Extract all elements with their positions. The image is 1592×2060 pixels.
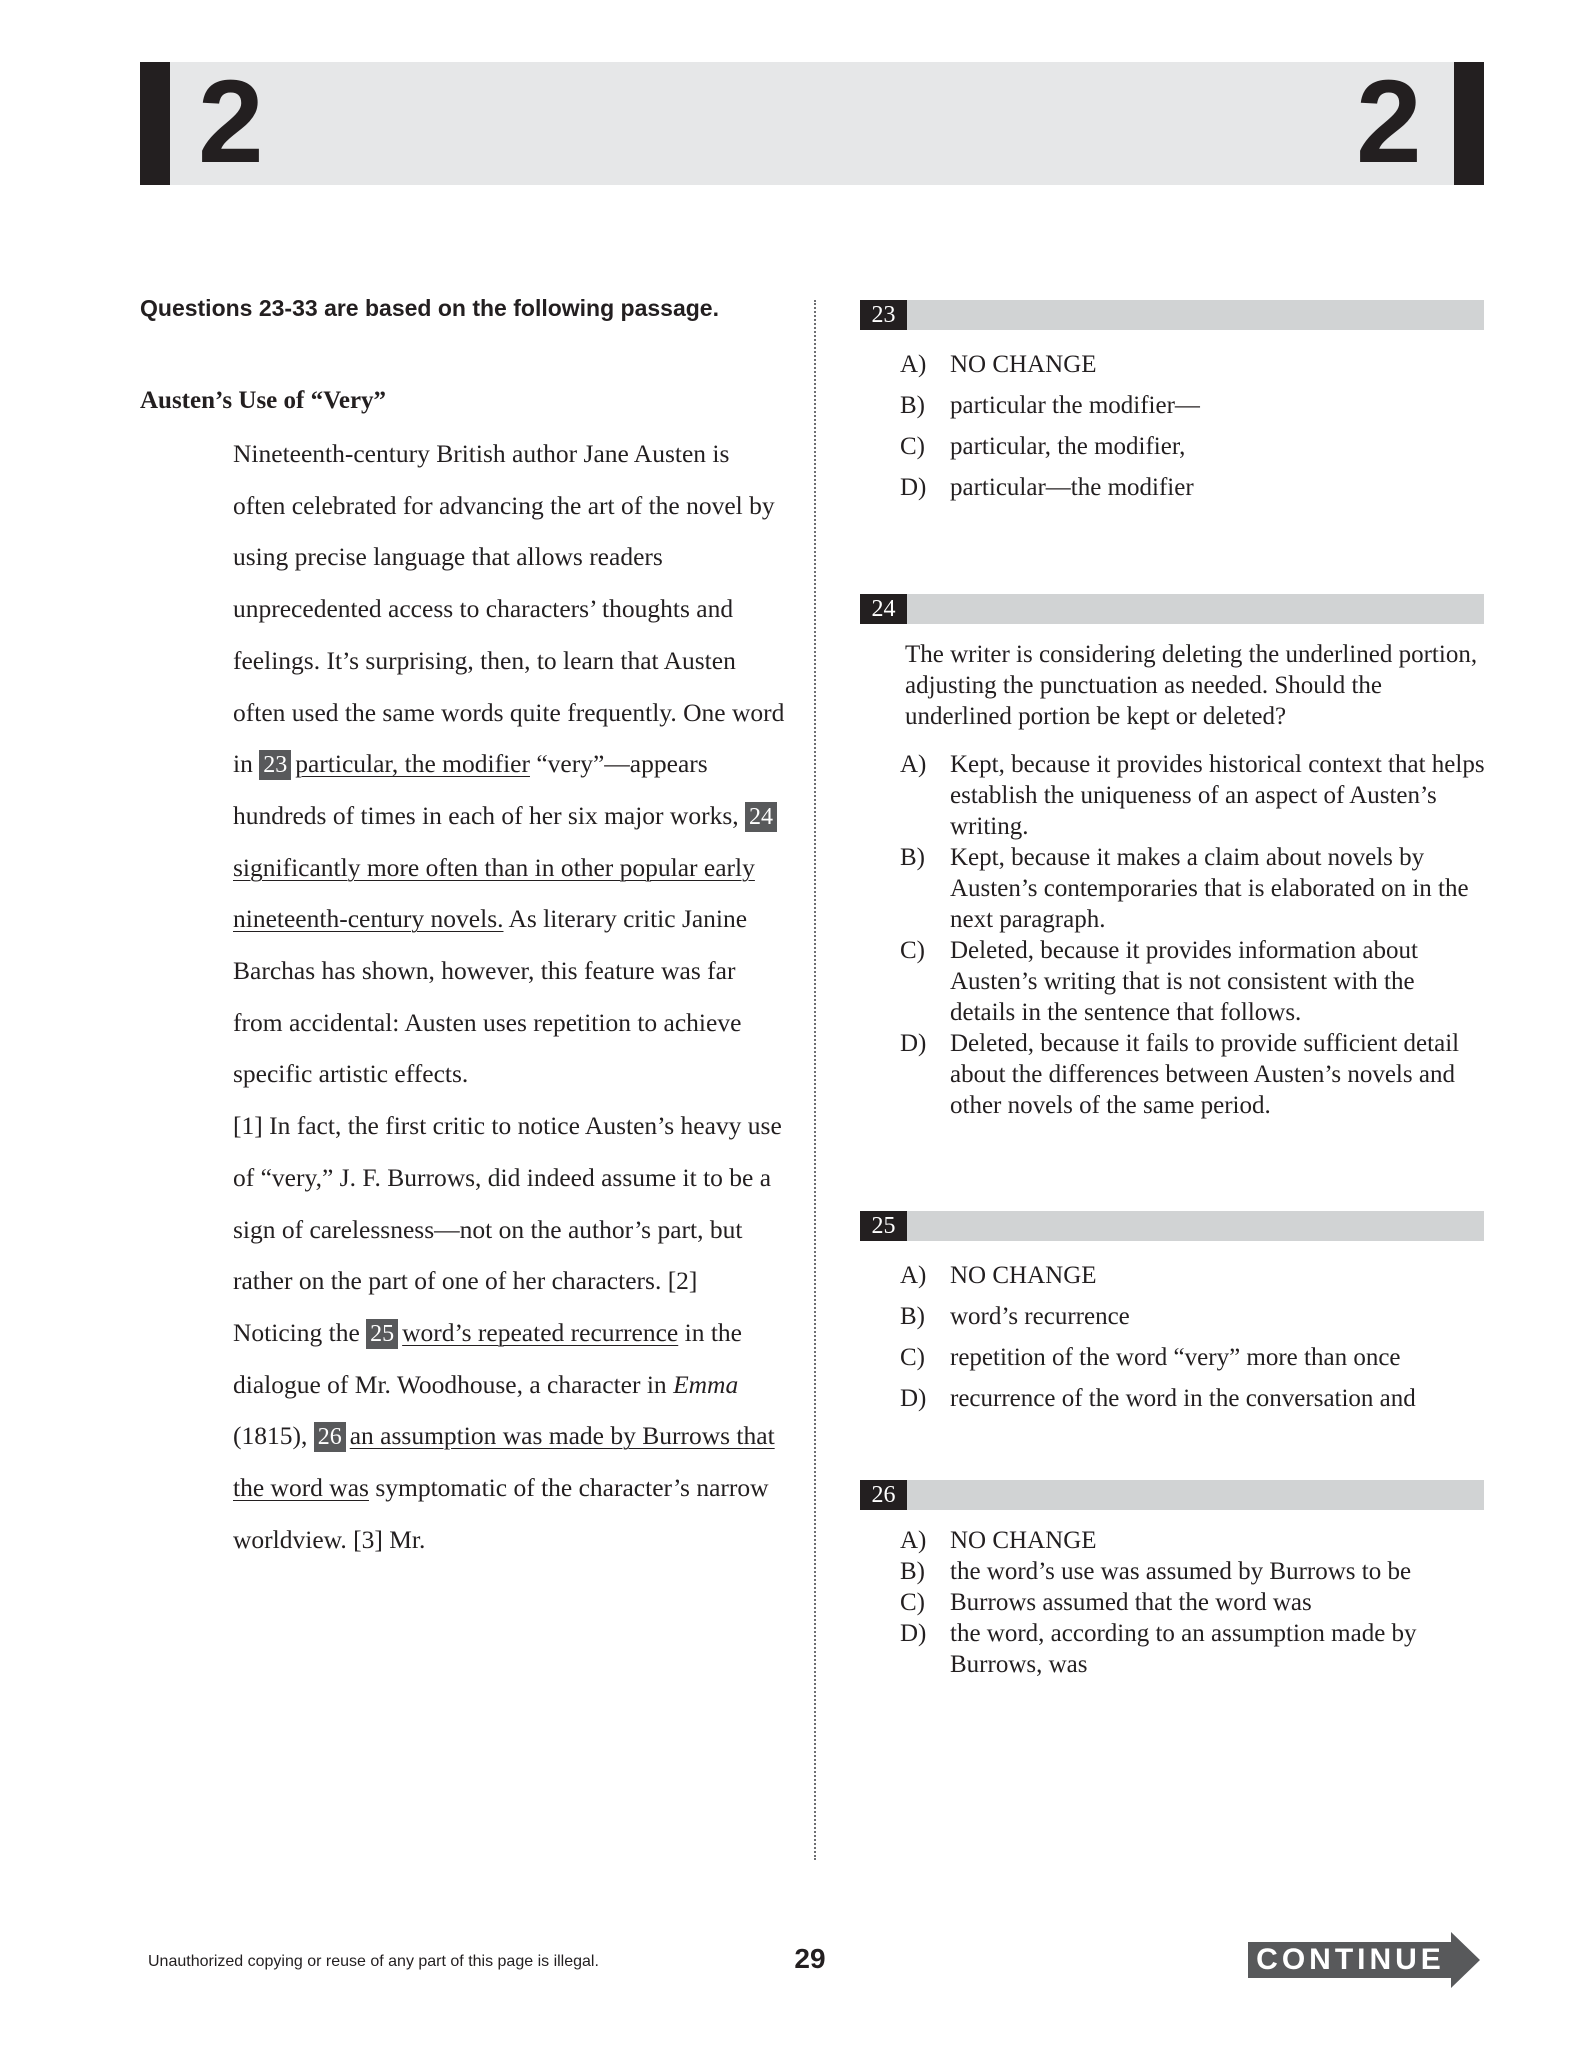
choice-letter: B) (900, 1303, 925, 1330)
question-header-25 (860, 1211, 1484, 1241)
question-marker-23[interactable]: 23 (259, 750, 291, 780)
choice-letter: A) (900, 1527, 927, 1554)
section-header-band (140, 62, 1484, 185)
question-24-choices (900, 749, 1485, 1121)
choice-letter: B) (900, 844, 925, 871)
passage-text: symptomatic of the character’s narrow worldview. [3] Mr. (233, 1473, 769, 1554)
choice-text: Deleted, because it fails to provide sufficient detail about the differences between Austen’s novels and other novels of the same period. (950, 1030, 1460, 1119)
section-header-bar-right (1454, 62, 1484, 185)
section-number-left: 2 (198, 56, 264, 188)
choice-text: word’s recurrence (950, 1303, 1130, 1330)
choice-letter: D) (900, 1385, 927, 1412)
choice-letter: D) (900, 1030, 927, 1057)
question-number-23: 23 (860, 300, 907, 330)
underlined-portion-23: particular, the modifier (295, 749, 530, 779)
choice-letter: C) (900, 433, 925, 460)
question-header-24 (860, 594, 1484, 624)
question-26-choices (900, 1525, 1485, 1680)
question-24-prompt: The writer is considering deleting the underlined portion, adjusting the punctuation as needed. Should the underlined portion be kept or deleted? (905, 641, 1478, 730)
choice-text: the word’s use was assumed by Burrows to be (950, 1558, 1412, 1585)
answer-choice-23a[interactable] (900, 344, 1485, 385)
choice-text: Kept, because it provides historical context that helps establish the uniqueness of an aspect of Austen’s writing. (950, 751, 1485, 840)
question-number-24: 24 (860, 594, 907, 624)
answer-choice-25d[interactable] (900, 1378, 1485, 1419)
passage-paragraph-2 (140, 1100, 785, 1565)
choice-letter: C) (900, 937, 925, 964)
choice-text: NO CHANGE (950, 1527, 1097, 1554)
answer-choice-26b[interactable] (900, 1556, 1485, 1587)
answer-choice-25a[interactable] (900, 1255, 1485, 1296)
choice-text: particular the modifier— (950, 392, 1200, 419)
choice-letter: B) (900, 1558, 925, 1585)
question-23-choices (900, 344, 1485, 508)
page-number: 29 (794, 1943, 826, 1974)
choice-text: NO CHANGE (950, 1262, 1097, 1289)
section-header-bar-left (140, 62, 170, 185)
underlined-portion-25: word’s repeated recurrence (402, 1317, 679, 1347)
choice-text: the word, according to an assumption made by Burrows, was (950, 1620, 1417, 1678)
passage-text: As literary critic Janine Barchas has shown, however, this feature was far from accidental: Austen uses repetition to achieve specific artistic effects. (233, 904, 748, 1089)
book-title-emma: Emma (673, 1369, 739, 1399)
choice-letter: B) (900, 392, 925, 419)
answer-choice-23d[interactable] (900, 467, 1485, 508)
choice-letter: D) (900, 1620, 927, 1647)
question-marker-25[interactable]: 25 (366, 1319, 398, 1349)
choice-letter: D) (900, 474, 927, 501)
answer-choice-26d[interactable] (900, 1618, 1485, 1680)
copyright-notice: Unauthorized copying or reuse of any part of this page is illegal. (148, 1953, 599, 1970)
answer-choice-24d[interactable] (900, 1028, 1485, 1121)
question-25-choices (900, 1255, 1485, 1419)
passage-text: [1] In fact, the first critic to notice Austen’s heavy use of “very,” J. F. Burrows, did indeed assume it to be a sign of carelessness—not on the author’s part, but rather on the part of one of her characters. [2] Noticing the (233, 1111, 782, 1347)
passage-intro: Questions 23-33 are based on the following passage. (140, 295, 719, 321)
passage-text: “very”—appears hundreds of times in each of her six major works, (233, 749, 746, 830)
question-header-26 (860, 1480, 1484, 1510)
question-number-26: 26 (860, 1480, 907, 1510)
choice-text: particular—the modifier (950, 474, 1194, 501)
question-marker-26[interactable]: 26 (314, 1422, 346, 1452)
passage-text: in the dialogue of Mr. Woodhouse, a character in (233, 1317, 742, 1399)
choice-letter: A) (900, 751, 927, 778)
answer-choice-24a[interactable] (900, 749, 1485, 842)
answer-choice-26a[interactable] (900, 1525, 1485, 1556)
underlined-portion-24: significantly more often than in other popular early nineteenth-century novels. (233, 852, 755, 934)
choice-text: Deleted, because it provides information about Austen’s writing that is not consistent with the details in the sentence that follows. (950, 937, 1418, 1026)
choice-text: NO CHANGE (950, 351, 1097, 378)
choice-text: Kept, because it makes a claim about novels by Austen’s contemporaries that is elaborated on in the next paragraph. (950, 844, 1469, 933)
column-divider (814, 300, 816, 1860)
choice-text: repetition of the word “very” more than once (950, 1344, 1401, 1371)
choice-text: recurrence of the word in the conversation and (950, 1385, 1416, 1412)
answer-choice-24c[interactable] (900, 935, 1485, 1028)
passage-title: Austen’s Use of “Very” (140, 387, 387, 414)
choice-letter: C) (900, 1344, 925, 1371)
choice-letter: C) (900, 1589, 925, 1616)
passage-text: Nineteenth-century British author Jane Austen is often celebrated for advancing the art of the novel by using precise language that allows readers unprecedented access to characters’ thoughts and feelings. It’s surprising, then, to learn that Austen often used the same words quite frequently. One word in (233, 439, 785, 779)
question-marker-24[interactable]: 24 (745, 802, 777, 832)
section-number-right: 2 (1356, 56, 1422, 188)
choice-text: Burrows assumed that the word was (950, 1589, 1312, 1616)
passage-paragraph-1 (140, 428, 785, 1100)
question-number-25: 25 (860, 1211, 907, 1241)
answer-choice-25b[interactable] (900, 1296, 1485, 1337)
choice-letter: A) (900, 1262, 927, 1289)
answer-choice-23c[interactable] (900, 426, 1485, 467)
passage-text: (1815), (233, 1421, 314, 1451)
continue-label: CONTINUE (1256, 1943, 1445, 1976)
underlined-portion-26: an assumption was made by Burrows that the word was (233, 1421, 775, 1503)
choice-text: particular, the modifier, (950, 433, 1186, 460)
answer-choice-24b[interactable] (900, 842, 1485, 935)
question-header-23 (860, 300, 1484, 330)
choice-letter: A) (900, 351, 927, 378)
answer-choice-26c[interactable] (900, 1587, 1485, 1618)
answer-choice-25c[interactable] (900, 1337, 1485, 1378)
answer-choice-23b[interactable] (900, 385, 1485, 426)
passage-body (140, 428, 785, 1565)
